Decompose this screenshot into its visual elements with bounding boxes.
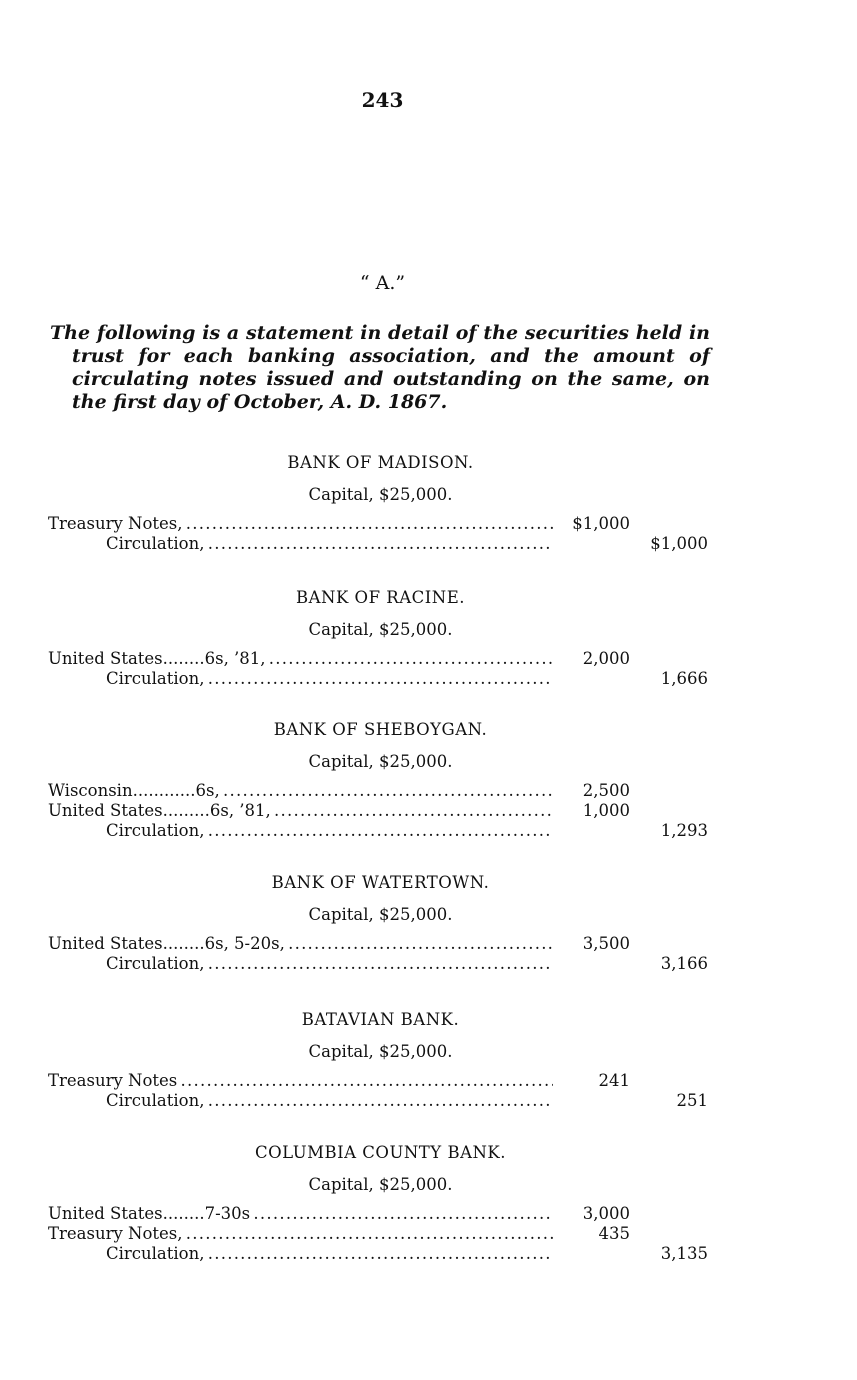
bank-section — [48, 720, 728, 841]
row-circulation-total: 3,135 — [660, 1244, 708, 1263]
ledger-row — [48, 649, 728, 669]
row-circulation-total: 1,666 — [660, 669, 708, 688]
bank-name: BANK OF WATERTOWN. — [271, 873, 490, 892]
ledger-row — [48, 781, 728, 801]
row-label: United States........7-30s . . . — [48, 1204, 553, 1224]
bank-section — [48, 588, 728, 689]
bank-section — [48, 1143, 728, 1264]
row-amount: 435 — [598, 1224, 630, 1243]
page-number: 243 — [361, 88, 404, 112]
row-amount: 3,500 — [582, 934, 630, 953]
bank-capital: Capital, $25,000. — [308, 1042, 453, 1061]
row-label: United States........6s, 5-20s, . . . — [48, 934, 553, 954]
ledger-row — [48, 1244, 728, 1264]
bank-name: BATAVIAN BANK. — [301, 1010, 460, 1029]
row-amount: 3,000 — [582, 1204, 630, 1223]
row-label: Circulation, . . . — [106, 954, 553, 974]
bank-capital: Capital, $25,000. — [308, 620, 453, 639]
ledger-row — [48, 801, 728, 821]
ledger-row — [48, 534, 728, 554]
bank-name: COLUMBIA COUNTY BANK. — [255, 1143, 506, 1162]
ledger-row — [48, 1091, 728, 1111]
row-amount: 1,000 — [582, 801, 630, 820]
row-circulation-total: 251 — [676, 1091, 708, 1110]
row-label: United States.........6s, ’81, . . . — [48, 801, 553, 821]
bank-name: BANK OF RACINE. — [296, 588, 465, 607]
row-label: Treasury Notes . . . — [48, 1071, 553, 1091]
row-label: Treasury Notes, . . . — [48, 1224, 553, 1244]
bank-name: BANK OF MADISON. — [287, 453, 474, 472]
intro-paragraph: The following is a statement in detail of the securities held in trust for each banking association, and the amount of circulating notes issued and outstanding on the same, on the first day of October, A. D. 1867. — [50, 322, 710, 413]
ledger-row — [48, 934, 728, 954]
bank-capital: Capital, $25,000. — [308, 905, 453, 924]
row-circulation-total: 3,166 — [660, 954, 708, 973]
row-amount: $1,000 — [572, 514, 630, 533]
row-amount: 2,500 — [582, 781, 630, 800]
ledger-row — [48, 514, 728, 534]
ledger-row — [48, 821, 728, 841]
bank-section — [48, 453, 728, 554]
row-label: Treasury Notes, . . . — [48, 514, 553, 534]
bank-section — [48, 873, 728, 974]
row-label: Circulation, . . . — [106, 534, 553, 554]
row-label: United States........6s, ’81, . . . — [48, 649, 553, 669]
ledger-row — [48, 1224, 728, 1244]
bank-capital: Capital, $25,000. — [308, 1175, 453, 1194]
appendix-label: “ A.” — [359, 272, 406, 294]
row-label: Circulation, . . . — [106, 1091, 553, 1111]
ledger-row — [48, 1204, 728, 1224]
ledger-row — [48, 954, 728, 974]
row-label: Wisconsin............6s, . . . — [48, 781, 553, 801]
row-amount: 2,000 — [582, 649, 630, 668]
row-amount: 241 — [598, 1071, 630, 1090]
row-circulation-total: $1,000 — [650, 534, 708, 553]
row-label: Circulation, . . . — [106, 669, 553, 689]
bank-capital: Capital, $25,000. — [308, 752, 453, 771]
bank-name: BANK OF SHEBOYGAN. — [273, 720, 488, 739]
row-circulation-total: 1,293 — [660, 821, 708, 840]
row-label: Circulation, . . . — [106, 821, 553, 841]
ledger-row — [48, 1071, 728, 1091]
bank-capital: Capital, $25,000. — [308, 485, 453, 504]
ledger-row — [48, 669, 728, 689]
row-label: Circulation, . . . — [106, 1244, 553, 1264]
bank-section — [48, 1010, 728, 1111]
